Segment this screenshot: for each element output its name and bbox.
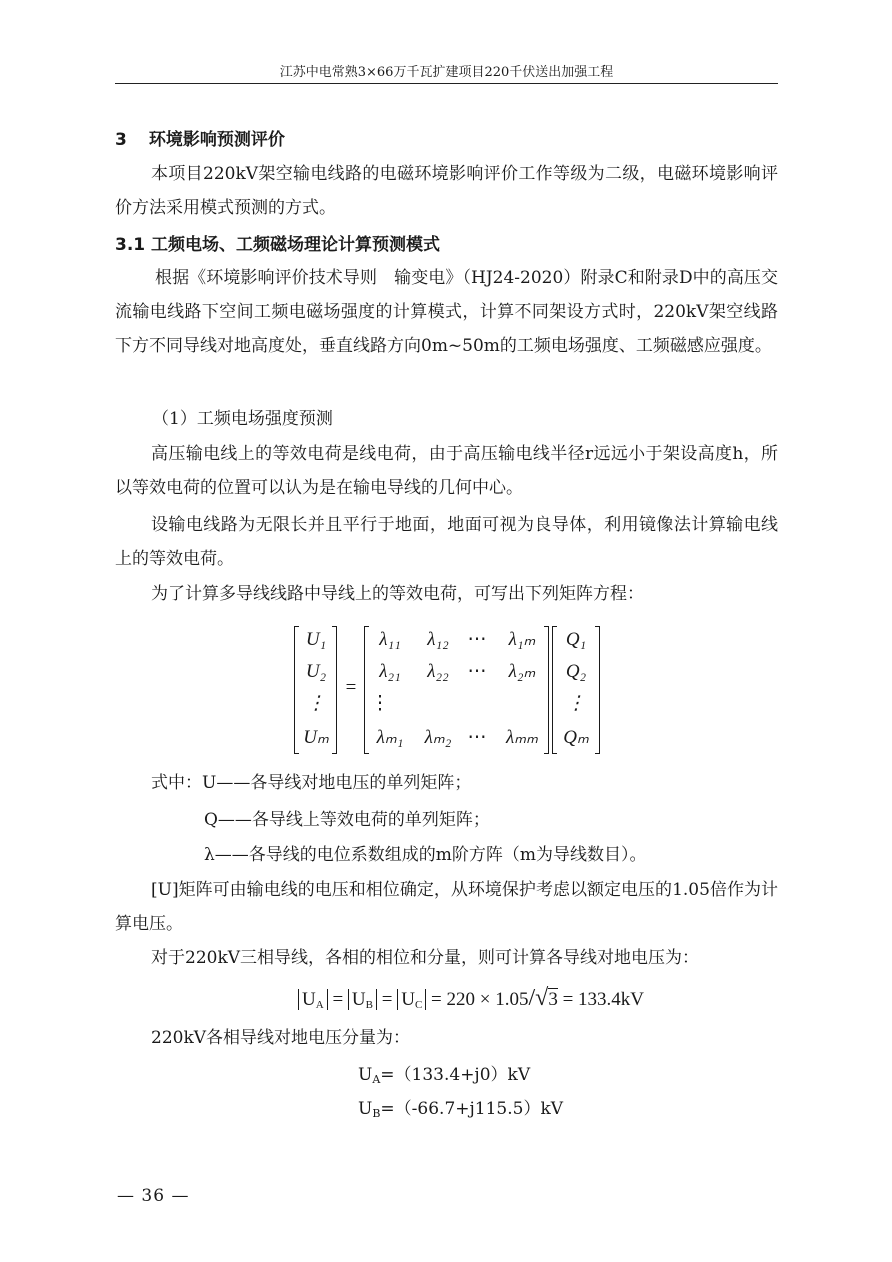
rhs-left-bracket [552,626,557,754]
coef-entry: λₘ₂ [424,727,452,748]
paragraph-phase-components: 220kV各相导线对地电压分量为： [151,1028,411,1048]
lhs-right-bracket [332,626,337,754]
paragraph-method: 根据《环境影响评价技术导则 输变电》（HJ24-2020）附录C和附录D中的高压交流输电线路下空间工频电磁场强度的计算模式，计算不同架设方式时，220kV架空线路下方不同导线对地高度处，垂直线路方向0m~50m的工频电场强度、工频磁感应强度。 [115,268,778,356]
coef-entry: ⋯ [467,629,487,650]
rhs-entry: ⋮ [566,693,586,714]
coef-entry: λ₂₂ [427,661,449,682]
formula-result: = 133.4kV [562,989,644,1010]
rhs-entry: Qₘ [563,727,589,748]
phase-a-voltage: $U_A=(133.4+j0)kV$ [358,1065,531,1086]
page-header: 江苏中电常熟3×66万千瓦扩建项目220千伏送出加强工程 [115,63,778,84]
matrix-equation [290,624,605,754]
paragraph-three-phase: 对于220kV三相导线，各相的相位和分量，则可计算各导线对地电压为： [151,948,700,968]
lhs-entry: ⋮ [306,693,326,714]
subsection-heading: 3.1 工频电场、工频磁场理论计算预测模式 [115,235,441,255]
coef-entry: λₘ₁ [376,727,404,748]
coef-entry: λ₁₂ [427,629,449,650]
equals-sign: = [345,677,357,698]
item-heading: （1）工频电场强度预测 [152,409,333,429]
rhs-right-bracket [595,626,600,754]
section-number: 3 [115,130,127,150]
abs-ub: $U_B$ [348,989,377,1010]
lhs-entry: U₂ [305,661,327,682]
formula-rhs: = 220 × 1.05 [431,989,529,1010]
rhs-entry: Q₁ [565,629,587,650]
coef-entry: λ₂ₘ [508,661,536,682]
lhs-left-bracket [294,626,299,754]
paragraph-voltage-matrix: [U]矩阵可由输电线的电压和相位确定，从环境保护考虑以额定电压的1.05倍作为计算电压。 [115,880,778,934]
coef-left-bracket [364,626,369,754]
phase-b-voltage: $U_B=(-66.7+j115.5)kV$ [358,1099,564,1120]
section-heading [115,128,285,152]
coef-entry: ⋯ [467,661,487,682]
coef-entry: λ₁ₘ [508,629,536,650]
coef-entry: ⋯ [467,727,487,748]
coef-entry: λ₂₁ [379,661,401,682]
where-q: Q——各导线上等效电荷的单列矩阵； [204,810,490,830]
section-title: 环境影响预测评价 [148,130,285,150]
rhs-entry: Q₂ [565,661,587,682]
paragraph-equivalent-charge: 高压输电线上的等效电荷是线电荷，由于高压输电线半径r远远小于架设高度h，所以等效电荷的位置可以认为是在输电导线的几何中心。 [115,444,778,498]
lhs-entry: U₁ [305,629,327,650]
coef-entry: λ₁₁ [379,629,401,650]
voltage-formula: $U_A = U_B = U_C = 220 \times 1.05/√3 = 133.4kV$ [298,984,644,1019]
where-label: 式中： [151,773,202,793]
paragraph-matrix-intro: 为了计算多导线线路中导线上的等效电荷，可写出下列矩阵方程： [151,584,644,604]
slash-sqrt: /√ [528,985,549,1011]
coef-right-bracket [544,626,549,754]
sqrt-radicand: 3 [548,989,558,1010]
coef-entry: λₘₘ [506,727,538,748]
where-lambda: λ——各导线的电位系数组成的m阶方阵（m为导线数目）。 [204,845,647,865]
abs-ua: $U_A$ [298,989,328,1010]
paragraph-mirror-method: 设输电线路为无限长并且平行于地面，地面可视为良导体，利用镜像法计算输电线上的等效电荷。 [115,515,778,569]
lhs-entry: Uₘ [303,727,329,748]
page-number: — 36 — [117,1186,190,1206]
abs-uc: $U_C$ [397,989,426,1010]
coef-entry: ⋮ [370,693,390,714]
where-u: U——各导线对地电压的单列矩阵； [202,773,472,793]
intro-paragraph: 本项目220kV架空输电线路的电磁环境影响评价工作等级为二级，电磁环境影响评价方法采用模式预测的方式。 [115,164,778,218]
